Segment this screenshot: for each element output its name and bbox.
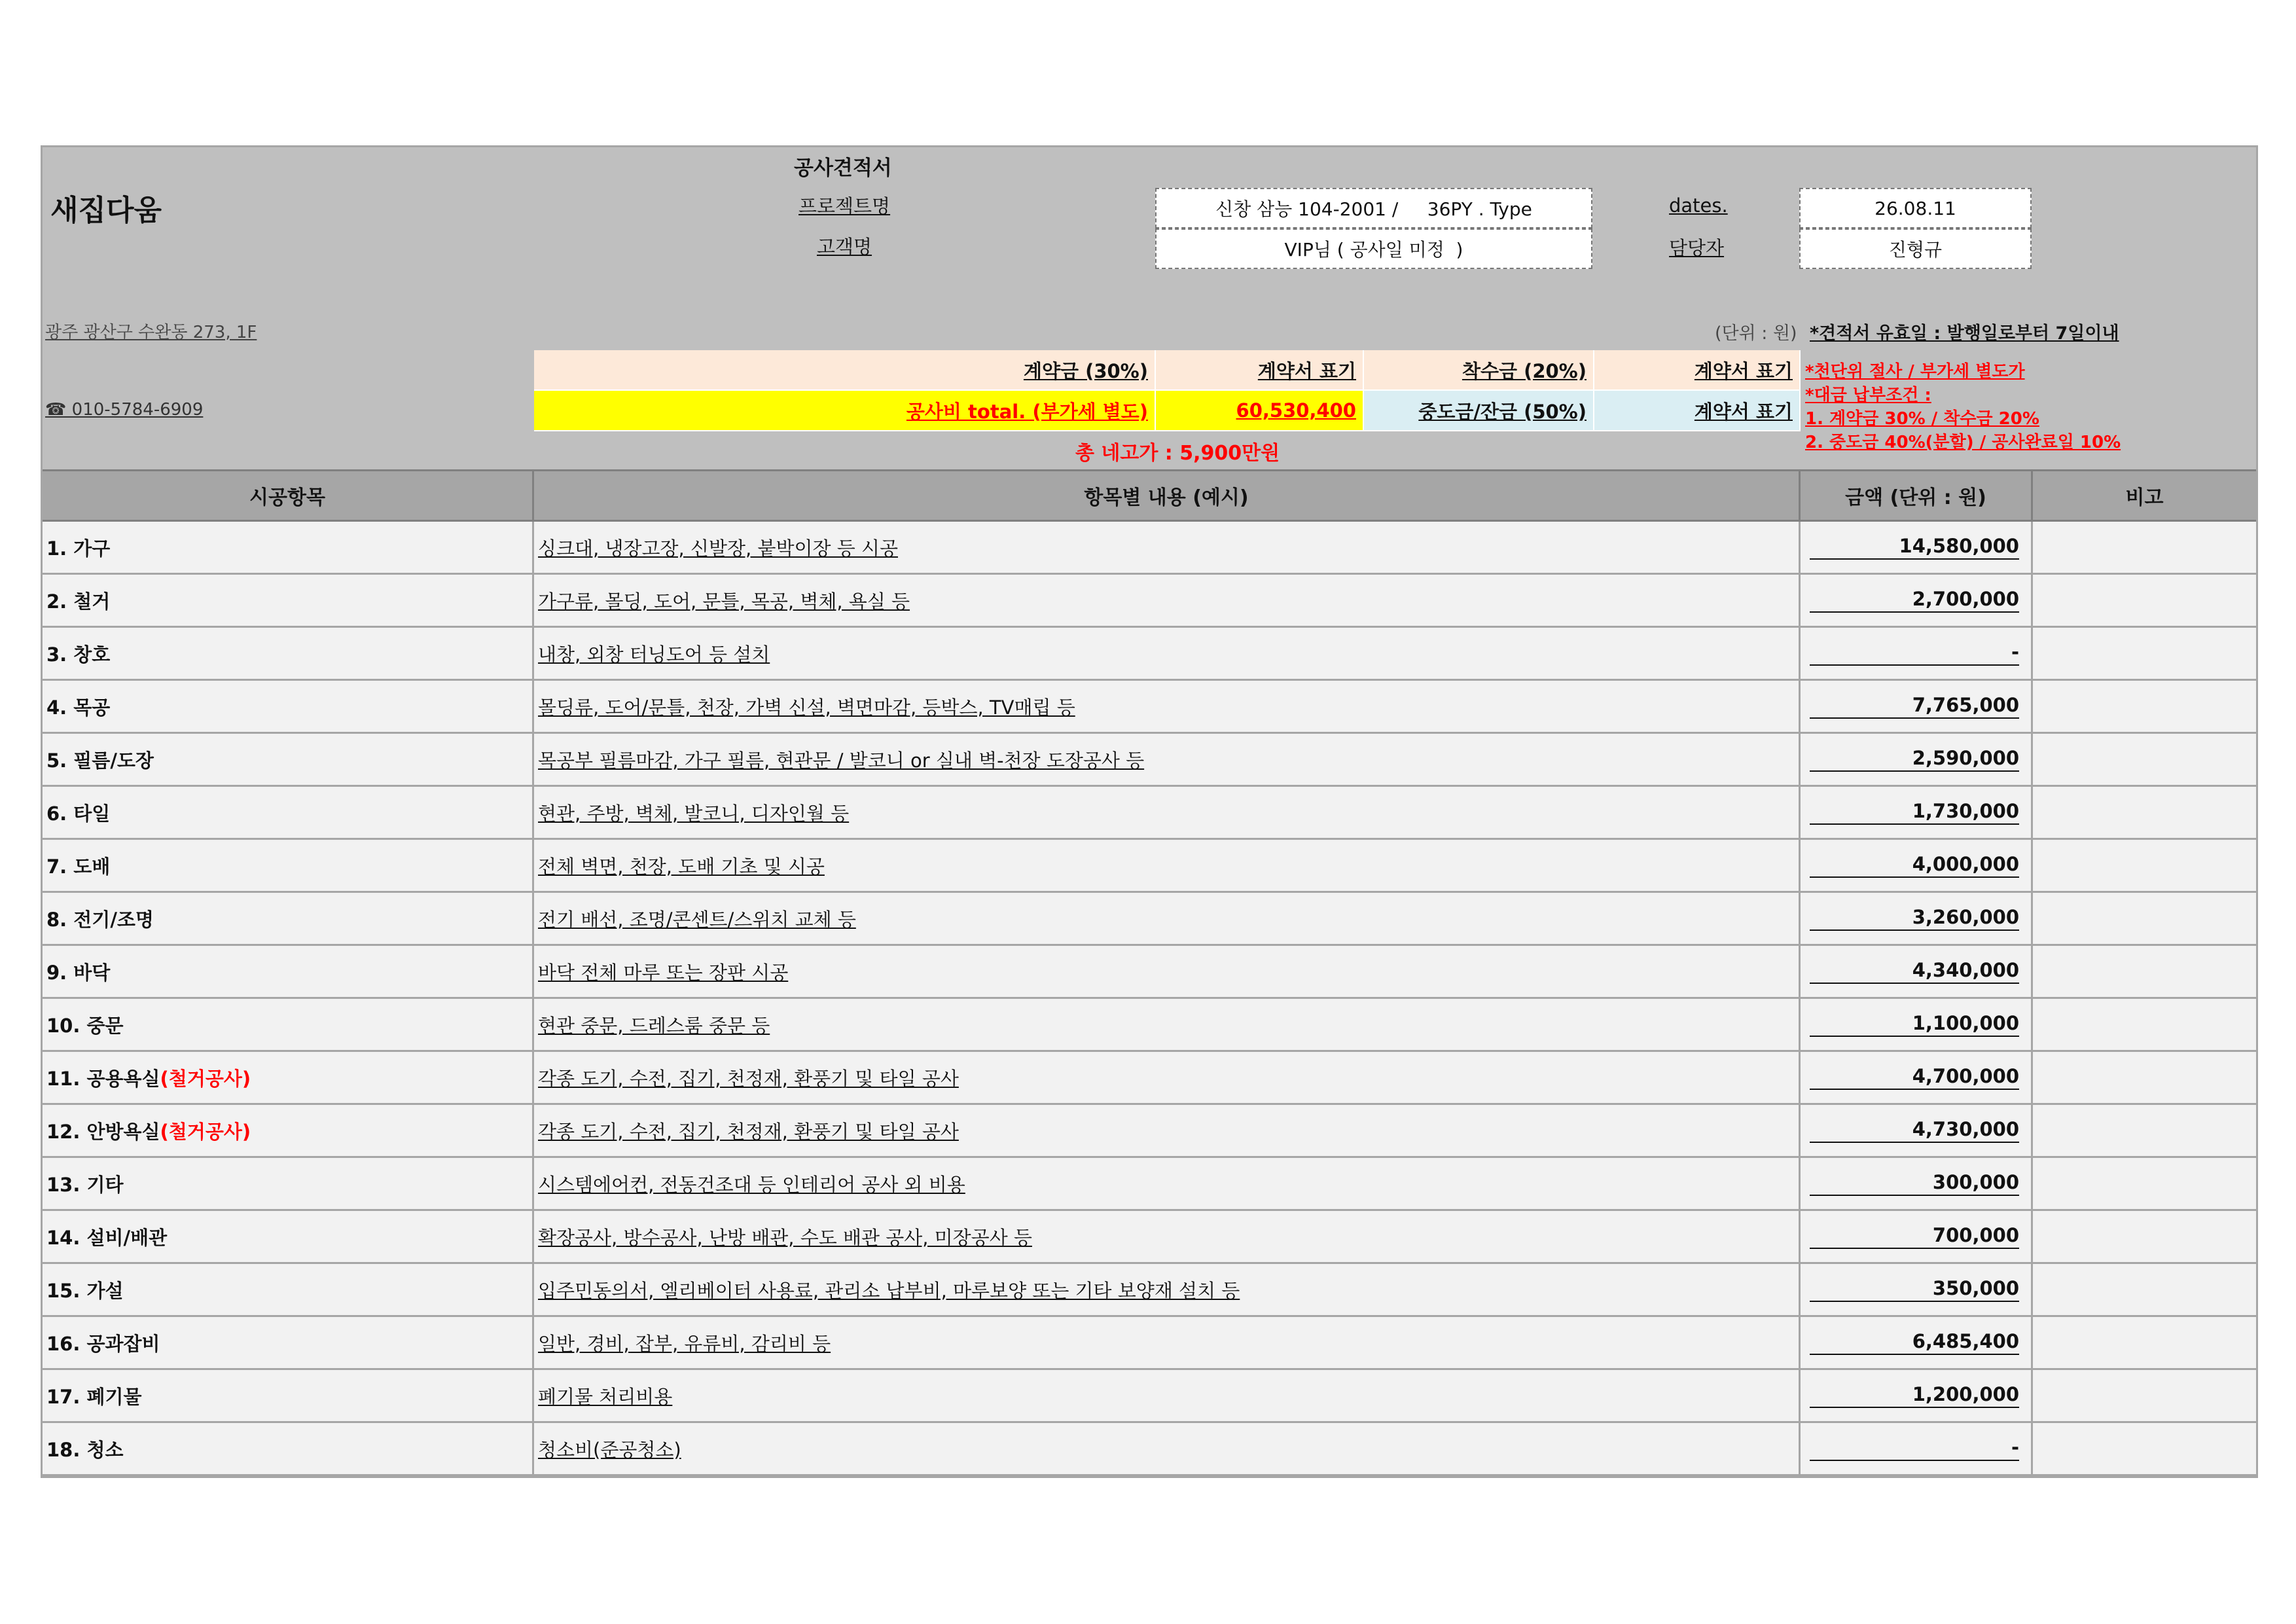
- row-desc: 각종 도기, 수전, 집기, 천정재, 환풍기 및 타일 공사: [534, 1105, 1801, 1156]
- row-note[interactable]: [2033, 1423, 2256, 1474]
- row-amount: 700,000: [1801, 1211, 2033, 1262]
- payment-notes: [1805, 360, 2121, 454]
- row-desc: 가구류, 몰딩, 도어, 문틀, 목공, 벽체, 욕실 등: [534, 575, 1801, 626]
- table-row: [43, 840, 2256, 893]
- table-row: [43, 522, 2256, 575]
- row-note[interactable]: [2033, 1370, 2256, 1421]
- table-row: [43, 1317, 2256, 1370]
- date-field[interactable]: 26.08.11: [1799, 188, 2032, 228]
- balance-label: 중도금/잔금 (50%): [1364, 391, 1594, 431]
- row-note[interactable]: [2033, 893, 2256, 944]
- row-note[interactable]: [2033, 575, 2256, 626]
- company-address: 광주 광산구 수완동 273, 1F: [45, 323, 257, 342]
- row-item: 2. 철거: [43, 575, 534, 626]
- table-row: [43, 999, 2256, 1052]
- row-amount: 3,260,000: [1801, 893, 2033, 944]
- row-item: 13. 기타: [43, 1158, 534, 1209]
- table-row: [43, 1105, 2256, 1158]
- row-amount: -: [1801, 1423, 2033, 1474]
- row-amount: 6,485,400: [1801, 1317, 2033, 1368]
- row-note[interactable]: [2033, 734, 2256, 785]
- row-note[interactable]: [2033, 1317, 2256, 1368]
- row-desc: 목공부 필름마감, 가구 필름, 현관문 / 발코니 or 실내 벽-천장 도장공사 등: [534, 734, 1801, 785]
- table-header: [43, 469, 2256, 522]
- row-note[interactable]: [2033, 1264, 2256, 1315]
- table-row: [43, 787, 2256, 840]
- unit-note: (단위 : 원): [1715, 323, 1797, 344]
- row-note[interactable]: [2033, 1211, 2256, 1262]
- manager-field[interactable]: 진형규: [1799, 228, 2032, 269]
- company-name: 새집다움: [50, 194, 162, 227]
- table-row: [43, 1211, 2256, 1264]
- col-header-desc: 항목별 내용 (예시): [534, 471, 1801, 520]
- row-item: 3. 창호: [43, 628, 534, 679]
- row-item: 17. 폐기물: [43, 1370, 534, 1421]
- row-note[interactable]: [2033, 946, 2256, 997]
- row-amount: 4,700,000: [1801, 1052, 2033, 1103]
- row-note[interactable]: [2033, 522, 2256, 573]
- row-note[interactable]: [2033, 1158, 2256, 1209]
- table-row: [43, 893, 2256, 946]
- company-phone: ☎ 010-5784-6909: [45, 400, 204, 420]
- table-row: [43, 628, 2256, 681]
- contract-deposit-value: 계약서 표기: [1156, 350, 1364, 391]
- table-row: [43, 946, 2256, 999]
- row-amount: 1,100,000: [1801, 999, 2033, 1050]
- row-amount: 4,730,000: [1801, 1105, 2033, 1156]
- row-desc: 폐기물 처리비용: [534, 1370, 1801, 1421]
- row-desc: 입주민동의서, 엘리베이터 사용료, 관리소 납부비, 마루보양 또는 기타 보양재 설치 등: [534, 1264, 1801, 1315]
- row-desc: 내창, 외창 터닝도어 등 설치: [534, 628, 1801, 679]
- row-desc: 시스템에어컨, 전동건조대 등 인테리어 공사 외 비용: [534, 1158, 1801, 1209]
- note-line: 1. 계약금 30% / 착수금 20%: [1805, 409, 2039, 429]
- row-note[interactable]: [2033, 1105, 2256, 1156]
- row-item: 14. 설비/배관: [43, 1211, 534, 1262]
- row-amount: 4,340,000: [1801, 946, 2033, 997]
- row-amount: -: [1801, 628, 2033, 679]
- row-item: 5. 필름/도장: [43, 734, 534, 785]
- table-row: [43, 1052, 2256, 1105]
- row-desc: 전체 벽면, 천장, 도배 기초 및 시공: [534, 840, 1801, 891]
- total-cost-label: 공사비 total. (부가세 별도): [534, 391, 1156, 431]
- row-desc: 전기 배선, 조명/콘센트/스위치 교체 등: [534, 893, 1801, 944]
- row-desc: 일반, 경비, 잡부, 유류비, 감리비 등: [534, 1317, 1801, 1368]
- row-amount: 300,000: [1801, 1158, 2033, 1209]
- balance-value: 계약서 표기: [1594, 391, 1801, 431]
- manager-label: 담당자: [1669, 237, 1725, 259]
- row-note[interactable]: [2033, 628, 2256, 679]
- row-desc: 청소비(준공청소): [534, 1423, 1801, 1474]
- note-line: *대금 납부조건 :: [1805, 386, 1931, 405]
- table-row: [43, 1423, 2256, 1476]
- total-cost-value: 60,530,400: [1156, 391, 1364, 431]
- note-line: *천단위 절사 / 부가세 별도가: [1805, 362, 2025, 382]
- row-item: 11. 공용욕실 (철거공사): [43, 1052, 534, 1103]
- row-amount: 2,590,000: [1801, 734, 2033, 785]
- table-body: [43, 522, 2256, 1476]
- row-desc: 확장공사, 방수공사, 난방 배관, 수도 배관 공사, 미장공사 등: [534, 1211, 1801, 1262]
- down-payment-label: 착수금 (20%): [1364, 350, 1594, 391]
- table-row: [43, 1264, 2256, 1317]
- note-line: 2. 중도금 40%(분할) / 공사완료일 10%: [1805, 433, 2121, 452]
- table-row: [43, 575, 2256, 628]
- validity-note: *견적서 유효일 : 발행일로부터 7일이내: [1810, 323, 2119, 344]
- row-item: 12. 안방욕실 (철거공사): [43, 1105, 534, 1156]
- row-note[interactable]: [2033, 787, 2256, 838]
- row-item: 9. 바닥: [43, 946, 534, 997]
- row-item: 16. 공과잡비: [43, 1317, 534, 1368]
- row-amount: 1,730,000: [1801, 787, 2033, 838]
- client-name-field[interactable]: VIP님 ( 공사일 미정 ): [1155, 228, 1592, 269]
- row-desc: 바닥 전체 마루 또는 장판 시공: [534, 946, 1801, 997]
- table-row: [43, 681, 2256, 734]
- row-amount: 7,765,000: [1801, 681, 2033, 732]
- col-header-item: 시공항목: [43, 471, 534, 520]
- row-item: 18. 청소: [43, 1423, 534, 1474]
- table-row: [43, 734, 2256, 787]
- row-item: 7. 도배: [43, 840, 534, 891]
- row-amount: 1,200,000: [1801, 1370, 2033, 1421]
- row-desc: 현관, 주방, 벽체, 발코니, 디자인월 등: [534, 787, 1801, 838]
- row-item: 8. 전기/조명: [43, 893, 534, 944]
- row-note[interactable]: [2033, 840, 2256, 891]
- document-title: 공사견적서: [794, 156, 892, 180]
- row-item: 4. 목공: [43, 681, 534, 732]
- row-desc: 몰딩류, 도어/문틀, 천장, 가벽 신설, 벽면마감, 등박스, TV매립 등: [534, 681, 1801, 732]
- row-amount: 4,000,000: [1801, 840, 2033, 891]
- row-item: 1. 가구: [43, 522, 534, 573]
- row-note[interactable]: [2033, 1052, 2256, 1103]
- row-amount: 2,700,000: [1801, 575, 2033, 626]
- date-label: dates.: [1669, 194, 1728, 217]
- down-payment-value: 계약서 표기: [1594, 350, 1801, 391]
- estimate-sheet: [41, 145, 2258, 1478]
- negotiated-total: 총 네고가 : 5,900만원: [1075, 442, 1280, 465]
- row-item: 15. 가설: [43, 1264, 534, 1315]
- row-desc: 현관 중문, 드레스룸 중문 등: [534, 999, 1801, 1050]
- row-desc: 각종 도기, 수전, 집기, 천정재, 환풍기 및 타일 공사: [534, 1052, 1801, 1103]
- contract-deposit-label: 계약금 (30%): [534, 350, 1156, 391]
- project-label: 프로젝트명: [798, 195, 891, 217]
- col-header-amount: 금액 (단위 : 원): [1801, 471, 2033, 520]
- table-row: [43, 1370, 2256, 1423]
- row-note[interactable]: [2033, 999, 2256, 1050]
- table-row: [43, 1158, 2256, 1211]
- row-desc: 싱크대, 냉장고장, 신발장, 붙박이장 등 시공: [534, 522, 1801, 573]
- client-label: 고객명: [817, 236, 872, 258]
- row-amount: 14,580,000: [1801, 522, 2033, 573]
- project-name-field[interactable]: 신창 삼능 104-2001 / 36PY . Type: [1155, 188, 1592, 228]
- row-item: 6. 타일: [43, 787, 534, 838]
- row-item: 10. 중문: [43, 999, 534, 1050]
- col-header-note: 비고: [2125, 486, 2164, 509]
- row-note[interactable]: [2033, 681, 2256, 732]
- row-amount: 350,000: [1801, 1264, 2033, 1315]
